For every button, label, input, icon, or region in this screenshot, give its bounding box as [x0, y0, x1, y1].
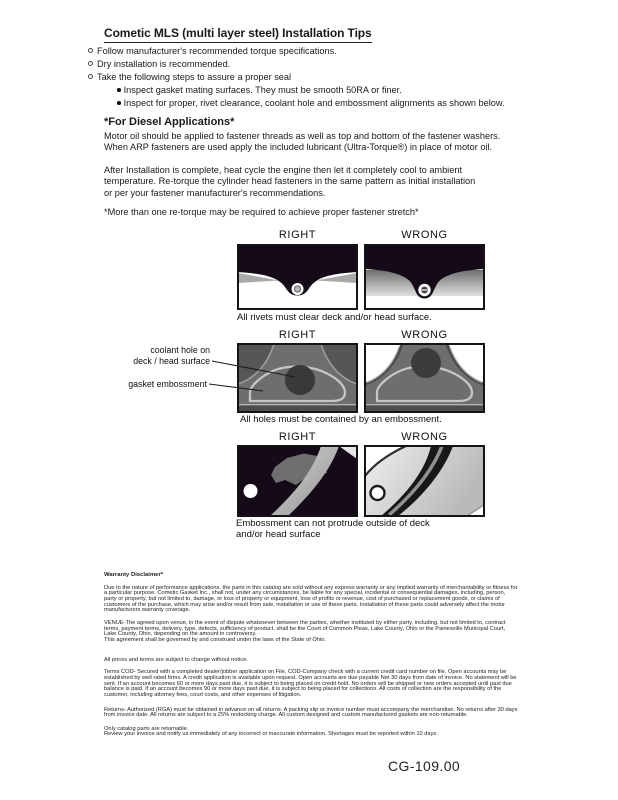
- legal-paragraph: Only catalog parts are returnable.: [104, 725, 189, 732]
- tip-text: Follow manufacturer's recommended torque specifications.: [97, 46, 337, 56]
- coolant-right-svg: [237, 343, 358, 413]
- row3-caption: [236, 519, 430, 540]
- diesel-paragraph-2: [104, 165, 475, 199]
- filled-bullet-icon: [117, 101, 121, 105]
- right-label-row1: RIGHT: [278, 229, 317, 241]
- legal-paragraph: Due to the nature of performance applications, the parts in this catalog are sold without any express warranty or any implied warranty of merchantability or fitness for a particular purpose. Cometic Gasket Inc., shall not, under any circumstances, be liable for any special, incidental or consequential damages, including, person, party or property, but not limited to, damage, or loss of property or equipment, loss of profits or revenue, cost of purchased or replacement goods, or claims of customers of the purchase, which may arise and/or result from sale, installation or use of these parts. Installation of these parts could adversely affect the motor manufacturers warranty coverage.: [104, 584, 518, 614]
- right-label-row3: RIGHT: [278, 431, 317, 443]
- warranty-disclaimer-block: [104, 573, 518, 738]
- hollow-bullet-icon: [88, 48, 93, 53]
- embossment-wrong-svg: [364, 445, 485, 517]
- caption-line: and/or head surface: [236, 528, 321, 540]
- diesel-section-heading: *For Diesel Applications*: [104, 116, 235, 128]
- rivet-right-svg: [237, 244, 358, 310]
- embossment-wrong-diagram: [364, 445, 485, 517]
- coolant-wrong-svg: [364, 343, 485, 413]
- page-title: Cometic MLS (multi layer steel) Installation Tips: [104, 26, 372, 43]
- hollow-bullet-icon: [88, 61, 93, 66]
- wrong-label-row1: WRONG: [401, 229, 448, 241]
- caption-line: Embossment can not protrude outside of deck: [236, 518, 430, 529]
- list-sub-item: [117, 84, 505, 97]
- paragraph-line: or per your fastener manufacturer's recommendations.: [104, 187, 326, 198]
- legal-paragraph: This agreement shall be governed by and construed under the laws of the State of Ohio.: [104, 636, 326, 643]
- paragraph-line: After Installation is complete, heat cycle the engine then let it completely cool to ambient: [104, 165, 462, 175]
- embossment-right-svg: [237, 445, 358, 517]
- tip-text: Inspect for proper, rivet clearance, coolant hole and embossment alignments as shown below.: [123, 98, 505, 108]
- coolant-hole: [285, 365, 315, 395]
- list-item: [88, 58, 505, 71]
- warranty-disclaimer-heading: Warranty Disclaimer*: [104, 572, 164, 578]
- tip-text: Inspect gasket mating surfaces. They must be smooth 50RA or finer.: [123, 85, 402, 95]
- paragraph-line: Motor oil should be applied to fastener threads as well as top and bottom of the fastener washers.: [104, 131, 501, 141]
- paragraph-line: temperature. Re-torque the cylinder head fasteners in the same pattern as initial installation: [104, 176, 476, 187]
- coolant-hole: [411, 348, 441, 378]
- retorque-note: [104, 207, 419, 218]
- gasket-embossment-label: gasket embossment: [128, 379, 207, 389]
- rivet-wrong-svg: [364, 244, 485, 310]
- legal-paragraph: Returns- Authorized (RGA) must be obtained in advance on all returns. A packing slip or invoice number must accompany the merchandise. No returns after 30 days from invoice date. All returns are subject to a 25% restocking charge. All custom designed and custom manufactured gaskets are non-returnable.: [104, 706, 518, 719]
- diesel-paragraph-1: [104, 131, 500, 154]
- coolant-hole-label: [118, 345, 210, 366]
- label-line: coolant hole on: [150, 345, 210, 355]
- tip-text: Take the following steps to assure a proper seal: [97, 72, 292, 82]
- rivet-right-diagram: [237, 244, 358, 310]
- legal-paragraph: All prices and terms are subject to change without notice.: [104, 656, 248, 663]
- installation-tips-list: [88, 45, 505, 110]
- right-label-row2: RIGHT: [278, 329, 317, 341]
- page-code: CG-109.00: [388, 758, 461, 774]
- list-sub-item: [117, 97, 505, 110]
- row1-caption: All rivets must clear deck and/or head surface.: [237, 312, 432, 323]
- filled-bullet-icon: [117, 88, 121, 92]
- legal-paragraph: VENUE-The agreed upon venue, in the event of dispute whatsoever between the parties, whether instituted by either party, including, but not limited to, contract terms, payment terms, delivery, type, defects, sufficiency of product, shall be the Court of Common Pleas, Lake County, Ohio or the Painesville Municipal Court, Lake County, Ohio, depending on the amount in controversy.: [104, 619, 506, 638]
- list-item: [88, 45, 505, 58]
- note-text: *More than one re-torque may be required to achieve proper fastener stretch*: [104, 207, 419, 217]
- bolt-hole: [244, 484, 258, 498]
- embossment-right-diagram: [237, 445, 358, 517]
- wrong-label-row3: WRONG: [401, 431, 448, 443]
- coolant-right-diagram: [237, 343, 358, 413]
- hollow-bullet-icon: [88, 74, 93, 79]
- bolt-hole: [371, 486, 385, 500]
- coolant-wrong-diagram: [364, 343, 485, 413]
- legal-paragraph: Terms COD- Secured with a completed dealer/jobber application on File, COD-Company check with a current credit card number on file. Open accounts may be established by well rated firms. A credit application is available upon request. Open accounts are due payable Net 30 days from date of invoice. No statement will be sent. If an account becomes 60 or more days past due, it is subject to being placed on credit hold. No orders will be shipped or new orders accepted until past due balance is paid. If an account becomes 90 or more days past due, it is subject to being placed for collections. All costs of collection are the responsibility of the customer, including attorney fees, court costs, and other expenses of litigation.: [104, 669, 517, 698]
- list-item: [88, 71, 505, 84]
- rivet-wrong-diagram: [364, 244, 485, 310]
- paragraph-line: When ARP fasteners are used apply the included lubricant (Ultra-Torque®) in place of motor oil.: [104, 142, 493, 153]
- label-line: deck / head surface: [133, 355, 210, 366]
- tip-text: Dry installation is recommended.: [97, 59, 231, 69]
- row2-caption: All holes must be contained by an embossment.: [240, 414, 442, 425]
- wrong-label-row2: WRONG: [401, 329, 448, 341]
- legal-paragraph: Review your invoice and notify us immediately of any incorrect or inaccurate information. Shortages must be reported within 10 days.: [104, 731, 438, 738]
